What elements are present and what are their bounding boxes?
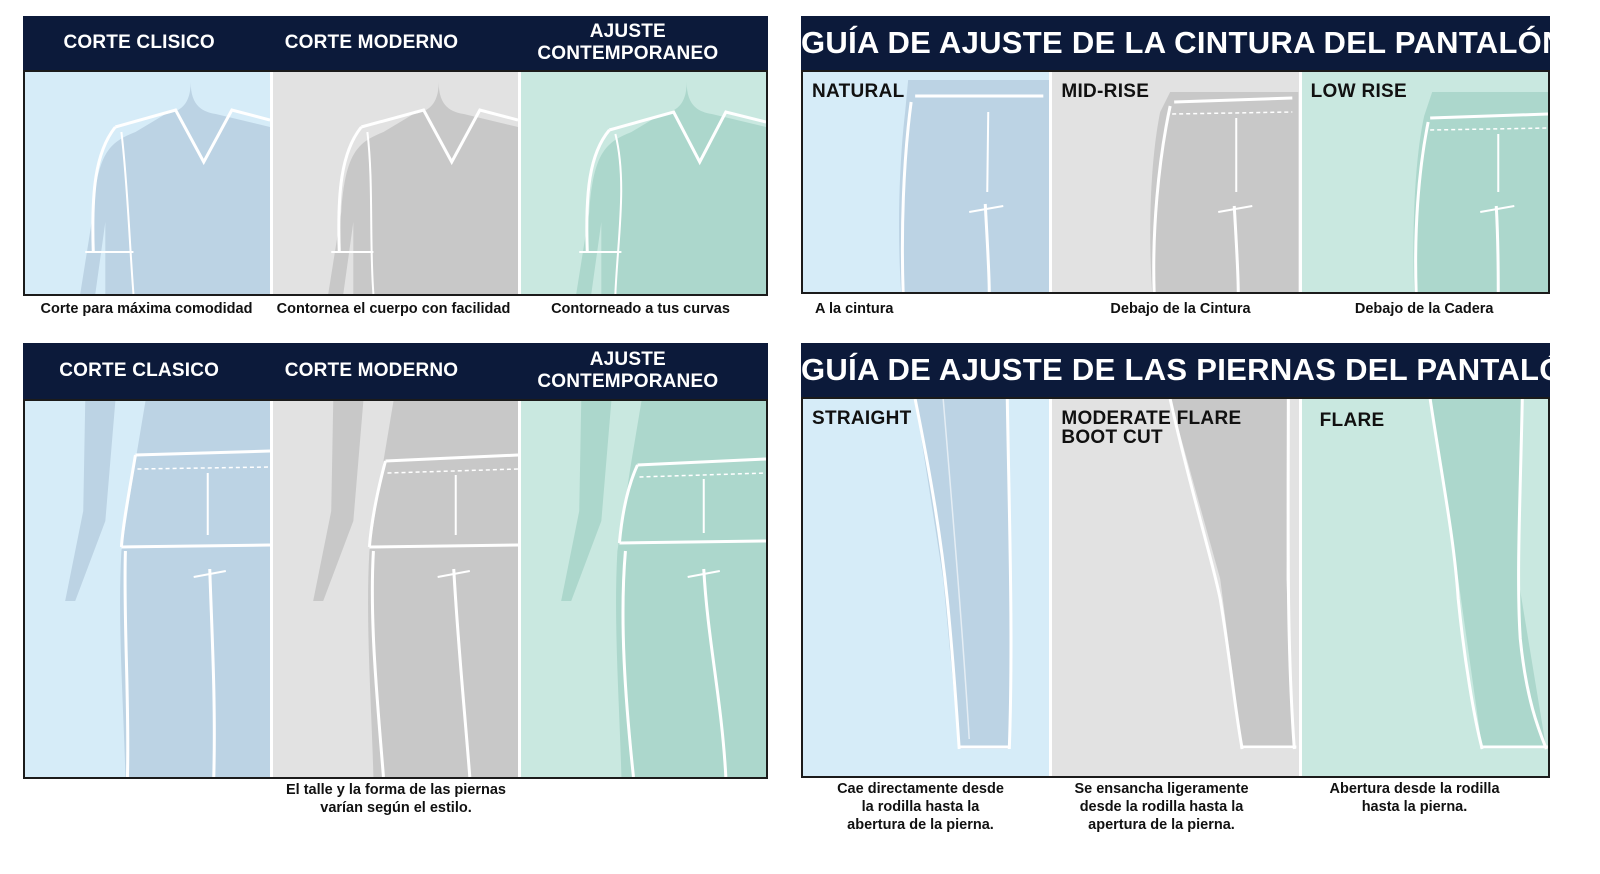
waist-lowrise-illustration bbox=[1299, 72, 1548, 292]
leg-fit-guide-panel bbox=[790, 330, 1600, 874]
leg-label-straight: STRAIGHT bbox=[812, 408, 912, 429]
waist-label-natural: NATURAL bbox=[812, 81, 905, 102]
waist-caption-lowrise: Debajo de la Cadera bbox=[1354, 301, 1494, 317]
leg-caption-straight: Cae directamente desde la rodilla hasta la abertura de la pierna. bbox=[837, 781, 1004, 833]
pants-caption: El talle y la forma de las piernas varían según el estilo. bbox=[285, 782, 506, 816]
waist-illustration-frame bbox=[801, 70, 1550, 294]
pants-caption-row bbox=[23, 781, 764, 817]
tops-caption-contemporary: Contorneado a tus curvas bbox=[551, 301, 730, 317]
tops-header-classic: CORTE CLISICO bbox=[63, 32, 215, 53]
pants-classic-illustration bbox=[25, 401, 270, 777]
pants-header-classic: CORTE CLASICO bbox=[59, 360, 220, 381]
tops-caption-classic: Corte para máxima comodidad bbox=[40, 301, 253, 317]
waist-natural-illustration bbox=[803, 72, 1049, 292]
waist-caption-natural: A la cintura bbox=[815, 301, 894, 317]
leg-illustration-frame bbox=[801, 397, 1550, 778]
pants-illustration-frame bbox=[23, 399, 768, 779]
waist-guide-title: GUÍA DE AJUSTE DE LA CINTURA DEL PANTALÓN bbox=[801, 25, 1565, 60]
waist-label-lowrise: LOW RISE bbox=[1310, 81, 1407, 102]
waist-guide-header bbox=[801, 16, 1565, 70]
leg-captions bbox=[801, 780, 1546, 834]
pants-modern-illustration bbox=[270, 401, 518, 777]
leg-bootcut-illustration bbox=[1049, 399, 1298, 776]
tops-contemporary-illustration bbox=[518, 72, 766, 294]
leg-guide-title: GUÍA DE AJUSTE DE LAS PIERNAS DEL PANTALÓN bbox=[801, 352, 1587, 387]
pants-header-bar bbox=[23, 343, 768, 399]
leg-straight-illustration bbox=[803, 399, 1049, 776]
leg-guide-header bbox=[801, 343, 1587, 397]
tops-illustration-frame bbox=[23, 70, 768, 296]
tops-header-contemporary: AJUSTE CONTEMPORANEO bbox=[537, 21, 719, 64]
tops-caption-modern: Contornea el cuerpo con facilidad bbox=[276, 301, 511, 317]
pants-header-modern: CORTE MODERNO bbox=[284, 360, 459, 381]
leg-label-bootcut: MODERATE FLARE BOOT CUT bbox=[1061, 408, 1242, 448]
scrub-tops-fit-panel bbox=[0, 0, 790, 330]
pants-header-contemporary: AJUSTE CONTEMPORANEO bbox=[537, 349, 719, 392]
pants-contemporary-illustration bbox=[518, 401, 766, 777]
tops-classic-illustration bbox=[25, 72, 270, 294]
waist-label-midrise: MID-RISE bbox=[1061, 81, 1150, 102]
leg-label-flare: FLARE bbox=[1319, 410, 1385, 431]
leg-caption-bootcut: Se ensancha ligeramente desde la rodilla hasta la apertura de la pierna. bbox=[1074, 781, 1249, 833]
waist-fit-guide-panel bbox=[790, 0, 1600, 330]
waist-captions bbox=[801, 300, 1546, 318]
leg-flare-illustration bbox=[1299, 399, 1548, 776]
scrub-pants-fit-panel bbox=[0, 330, 790, 874]
tops-modern-illustration bbox=[270, 72, 518, 294]
tops-header-modern: CORTE MODERNO bbox=[284, 32, 459, 53]
waist-midrise-illustration bbox=[1049, 72, 1298, 292]
leg-caption-flare: Abertura desde la rodilla hasta la pierna. bbox=[1329, 781, 1500, 815]
tops-captions bbox=[23, 300, 764, 318]
waist-caption-midrise: Debajo de la Cintura bbox=[1110, 301, 1251, 317]
tops-header-bar bbox=[23, 16, 768, 70]
